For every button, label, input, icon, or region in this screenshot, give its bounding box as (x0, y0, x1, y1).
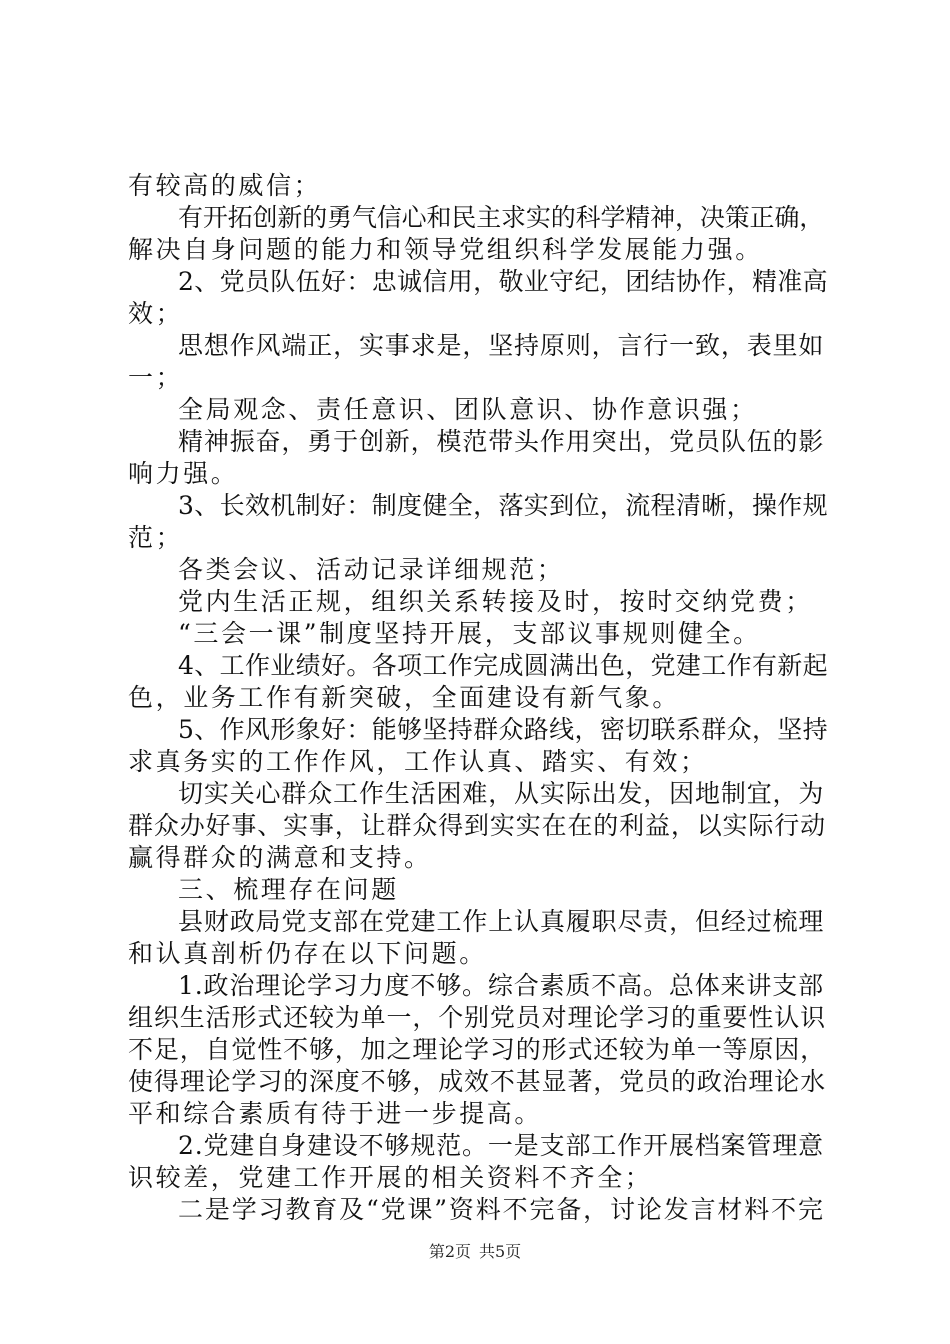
text-line: 一； (128, 363, 184, 392)
text-line: 全局观念、责任意识、团队意识、协作意识强； (178, 395, 758, 424)
text-line: 解决自身问题的能力和领导党组织科学发展能力强。 (128, 235, 763, 264)
text-line: 1.政治理论学习力度不够。综合素质不高。总体来讲支部 (178, 971, 824, 1000)
text-line: 4、工作业绩好。各项工作完成圆满出色，党建工作有新起 (178, 651, 829, 680)
text-line: 色，业务工作有新突破，全面建设有新气象。 (128, 683, 681, 712)
text-line: 3、长效机制好：制度健全，落实到位，流程清晰，操作规 (178, 491, 829, 520)
text-line: 2、党员队伍好：忠诚信用，敬业守纪，团结协作，精准高 (178, 267, 829, 296)
text-line: 组织生活形式还较为单一，个别党员对理论学习的重要性认识 (128, 1003, 826, 1032)
text-line: 求真务实的工作作风，工作认真、踏实、有效； (128, 747, 708, 776)
text-line: 使得理论学习的深度不够，成效不甚显著，党员的政治理论水 (128, 1067, 826, 1096)
text-line: “三会一课”制度坚持开展，支部议事规则健全。 (178, 619, 761, 648)
text-line: 党内生活正规，组织关系转接及时，按时交纳党费； (178, 587, 813, 616)
text-line: 2.党建自身建设不够规范。一是支部工作开展档案管理意 (178, 1131, 824, 1160)
text-line: 不足，自觉性不够，加之理论学习的形式还较为单一等原因， (128, 1035, 826, 1064)
text-line: 平和综合素质有待于进一步提高。 (128, 1099, 543, 1128)
text-line: 效； (128, 299, 184, 328)
text-line: 精神振奋，勇于创新，模范带头作用突出，党员队伍的影 (178, 427, 825, 456)
section-heading: 三、梳理存在问题 (178, 875, 399, 904)
document-body (128, 170, 828, 1226)
text-line: 有开拓创新的勇气信心和民主求实的科学精神，决策正确， (178, 203, 825, 232)
page-total: 共5页 (479, 1242, 522, 1261)
page-footer (0, 1242, 950, 1262)
text-line: 思想作风端正，实事求是，坚持原则，言行一致，表里如 (178, 331, 825, 360)
text-line: 县财政局党支部在党建工作上认真履职尽责，但经过梳理 (178, 907, 825, 936)
text-line: 5、作风形象好：能够坚持群众路线，密切联系群众，坚持 (178, 715, 829, 744)
text-line: 赢得群众的满意和支持。 (128, 843, 432, 872)
text-line: 各类会议、活动记录详细规范； (178, 555, 565, 584)
text-line: 响力强。 (128, 459, 239, 488)
page-number: 第2页 (428, 1242, 471, 1261)
text-line: 识较差，党建工作开展的相关资料不齐全； (128, 1163, 653, 1192)
text-line: 有较高的威信； (128, 171, 322, 200)
text-line: 和认真剖析仍存在以下问题。 (128, 939, 487, 968)
text-line: 切实关心群众工作生活困难，从实际出发，因地制宜，为 (178, 779, 825, 808)
text-line: 二是学习教育及“党课”资料不完备，讨论发言材料不完 (178, 1195, 825, 1224)
text-line: 范； (128, 523, 184, 552)
text-line: 群众办好事、实事，让群众得到实实在在的利益，以实际行动 (128, 811, 826, 840)
